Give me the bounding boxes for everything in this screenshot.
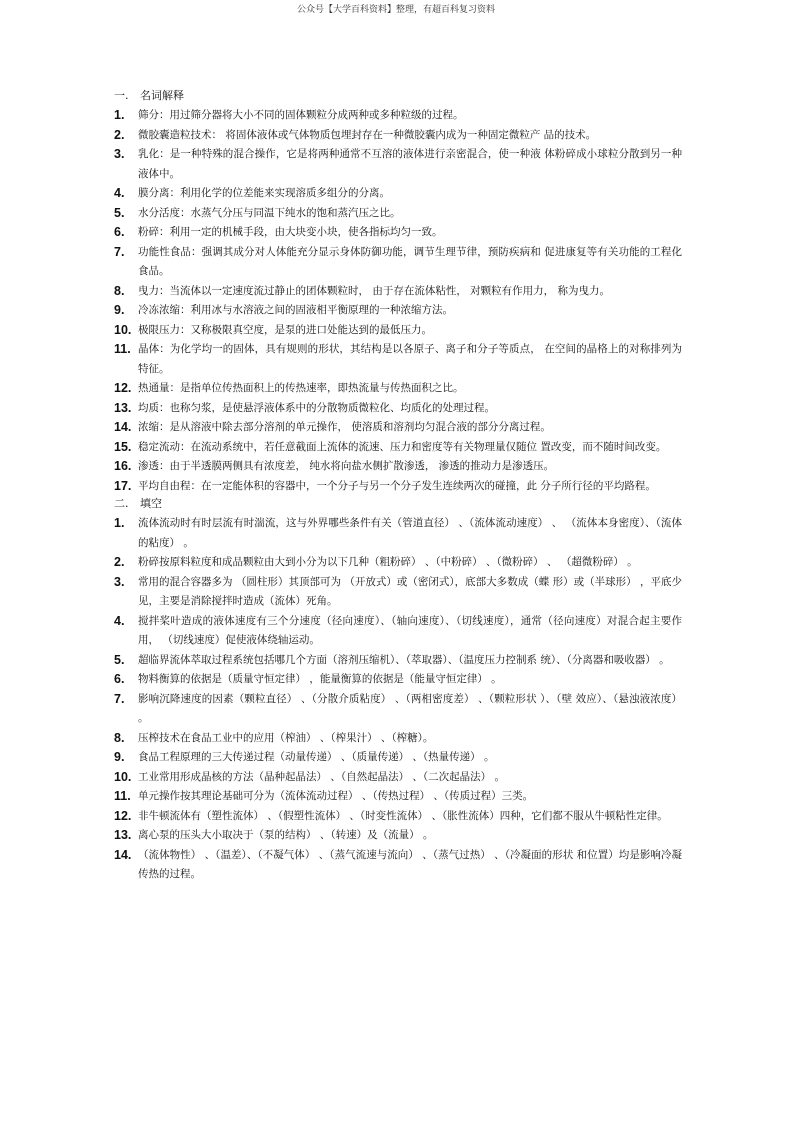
item-number: 2.: [114, 127, 125, 142]
list-item: [114, 748, 682, 768]
list-item: [114, 301, 682, 321]
item-text: 搅拌桨叶造成的液体速度有三个分速度（径向速度）、（轴向速度）、（切线速度），通常（径向速度）对混合起主要作用， （切线速度）促使液体绕轴运动。: [138, 614, 682, 646]
item-text: 功能性食品：强调其成分对人体能充分显示身体防御功能，调节生理节律，预防疾病和 促进康复等有关功能的工程化食品。: [138, 245, 682, 277]
list-item: [114, 768, 682, 788]
item-number: 3.: [114, 574, 125, 589]
list-item: [114, 204, 682, 224]
item-text: 单元操作按其理论基础可分为（流体流动过程） 、（传热过程） 、（传质过程）三类。: [138, 790, 534, 802]
list-item: [114, 729, 682, 749]
list-item: [114, 126, 682, 146]
list-item: [114, 573, 682, 612]
list-item: [114, 145, 682, 184]
list-item: [114, 846, 682, 885]
item-text: 离心泵的压头大小取决于（泵的结构） 、（转速）及（流量） 。: [138, 829, 434, 841]
item-number: 9.: [114, 303, 125, 317]
list-item: [114, 457, 682, 477]
item-number: 4.: [114, 613, 125, 628]
item-text: 乳化：是一种特殊的混合操作，它是将两种通常不互溶的液体进行亲密混合，使一种液 体粉碎成小球粒分散到另一种液体中。: [138, 148, 682, 180]
list-item: [114, 321, 682, 341]
item-number: 9.: [114, 750, 125, 764]
item-text: 食品工程原理的三大传递过程（动量传递） 、（质量传递） 、（热量传递） 。: [138, 751, 495, 763]
item-text: 热通量：是指单位传热面积上的传热速率，即热流量与传热面积之比。: [138, 382, 464, 394]
list-item: [114, 807, 682, 827]
section-title-text: 名词解释: [140, 89, 184, 102]
item-text: 极限压力：又称极限真空度，是泵的进口处能达到的最低压力。: [138, 323, 432, 336]
item-number: 10.: [114, 322, 132, 337]
item-text: 均质：也称匀浆，是使悬浮液体系中的分散物质微粒化、均质化的处理过程。: [138, 401, 495, 414]
item-text: 浓缩：是从溶液中除去部分溶剂的单元操作， 使溶质和溶剂均匀混合液的部分分离过程。: [138, 421, 551, 433]
item-text: 晶体：为化学均一的固体，具有规则的形状，其结构是以各原子、离子和分子等质点， 在空间的晶格上的对称排列为特征。: [138, 343, 682, 375]
item-text: 冷冻浓缩：利用冰与水溶液之间的固液相平衡原理的一种浓缩方法。: [138, 304, 453, 316]
list-item: [114, 340, 682, 379]
item-text: 流体流动时有时层流有时湍流，这与外界哪些条件有关（管道直径） 、（流体流动速度） 、 （流体本身密度）、（流体的粘度） 。: [138, 517, 682, 549]
item-text: 超临界流体萃取过程系统包括哪几个方面（溶剂压缩机）、（萃取器）、（温度压力控制系 统）、（分离器和吸收器） 。: [138, 653, 670, 666]
item-number: 6.: [114, 672, 125, 686]
item-number: 16.: [114, 459, 132, 473]
list-item: [114, 787, 682, 807]
item-number: 1.: [114, 516, 125, 530]
list-item: [114, 670, 682, 690]
section-title-text: 填空: [140, 497, 162, 510]
item-number: 2.: [114, 555, 125, 569]
list-item: [114, 106, 682, 126]
item-text: 粉碎按原料粒度和成品颗粒由大到小分为以下几种（粗粉碎） 、（中粉碎） 、（微粉碎） 、 （超微粉碎） 。: [138, 556, 638, 568]
item-number: 14.: [114, 420, 132, 434]
item-text: 非牛顿流体有（塑性流体） 、（假塑性流体） 、（时变性流体） 、（胀性流体）四种，它们都不服从牛顿粘性定律。: [138, 809, 668, 822]
item-text: 影响沉降速度的因素（颗粒直径） 、（分散介质粘度） 、（两相密度差） 、（颗粒形状 ）、（壁 效应）、（悬浊液浓度） 。: [138, 692, 682, 724]
section-title: [114, 88, 682, 104]
item-text: 物料衡算的依据是（质量守恒定律） ，能量衡算的依据是（能量守恒定律） 。: [138, 673, 502, 685]
item-text: 常用的混合容器多为 （圆柱形）其顶部可为 （开放式）或（密闭式），底部大多数成（蝶 形）或（半球形） ，平底少见，主要是消除搅拌时造成（流体）死角。: [138, 575, 682, 607]
item-number: 14.: [114, 847, 132, 862]
section-1: [114, 88, 682, 496]
item-text: 膜分离：利用化学的位差能来实现溶质多组分的分离。: [138, 187, 390, 199]
item-text: 筛分：用过筛分器将大小不同的固体颗粒分成两种或多种粒级的过程。: [138, 109, 464, 121]
list-item: [114, 477, 682, 497]
section-2: [114, 496, 682, 885]
item-number: 11.: [114, 342, 131, 356]
item-text: 渗透：由于半透膜两侧具有浓度差， 纯水将向盐水侧扩散渗透， 渗透的推动力是渗透压。: [138, 460, 555, 472]
item-text: 稳定流动：在流动系统中，若任意截面上流体的流速、压力和密度等有关物理量仅随位 置改变，而不随时间改变。: [138, 440, 667, 453]
list-item: [114, 282, 682, 302]
item-number: 6.: [114, 225, 125, 239]
item-number: 12.: [114, 381, 132, 395]
item-text: 微胶囊造粒技术： 将固体液体或气体物质包埋封存在一种微胶囊内成为一种固定微粒产 品的技术。: [138, 128, 597, 141]
list-item: [114, 438, 682, 458]
item-text: 工业常用形成晶核的方法（晶种起晶法） 、（自然起晶法） 、（二次起晶法） 。: [138, 770, 506, 783]
item-text: （流体物性） 、（温差）、（不凝气体） 、（蒸气流速与流向） 、（蒸气过热） 、（冷凝面的形状 和位置）均是影响冷凝传热的过程。: [138, 848, 682, 880]
list-item: [114, 399, 682, 419]
section-number: 二.: [114, 497, 129, 510]
item-number: 13.: [114, 400, 132, 415]
section-title: [114, 496, 682, 512]
list-item: [114, 690, 682, 729]
item-number: 7.: [114, 244, 125, 259]
list-item: [114, 651, 682, 671]
item-number: 8.: [114, 730, 125, 745]
item-number: 5.: [114, 205, 125, 220]
list-item: [114, 184, 682, 204]
section-number: 一.: [114, 89, 129, 102]
item-number: 13.: [114, 828, 132, 842]
item-text: 粉碎：利用一定的机械手段，由大块变小块，使各指标均匀一致。: [138, 226, 443, 238]
list-item: [114, 514, 682, 553]
item-number: 1.: [114, 108, 125, 122]
item-number: 7.: [114, 691, 125, 706]
list-item: [114, 418, 682, 438]
item-number: 4.: [114, 186, 125, 200]
item-number: 5.: [114, 652, 125, 667]
list-item: [114, 379, 682, 399]
item-number: 8.: [114, 283, 125, 298]
item-text: 曳力：当流体以一定速度流过静止的团体颗粒时， 由于存在流体粘性， 对颗粒有作用力， 称为曳力。: [138, 284, 611, 297]
list-item: [114, 243, 682, 282]
item-text: 平均自由程：在一定能体积的容器中，一个分子与另一个分子发生连续两次的碰撞，此 分子所行径的平均路程。: [138, 479, 656, 492]
list-item: [114, 612, 682, 651]
page-header: 公众号【大学百科资料】整理，有超百科复习资料: [296, 5, 495, 15]
item-number: 11.: [114, 789, 131, 803]
list-item: [114, 553, 682, 573]
item-number: 10.: [114, 769, 132, 784]
item-number: 3.: [114, 147, 125, 161]
item-text: 水分活度：水蒸气分压与同温下纯水的饱和蒸汽压之比。: [138, 206, 401, 219]
sections-container: [114, 88, 682, 885]
item-number: 12.: [114, 808, 132, 823]
item-number: 15.: [114, 439, 132, 454]
list-item: [114, 223, 682, 243]
list-item: [114, 826, 682, 846]
item-number: 17.: [114, 478, 132, 493]
item-text: 压榨技术在食品工业中的应用（榨油） 、（榨果汁） 、（榨糖）。: [138, 731, 434, 744]
document-body: [114, 88, 682, 885]
